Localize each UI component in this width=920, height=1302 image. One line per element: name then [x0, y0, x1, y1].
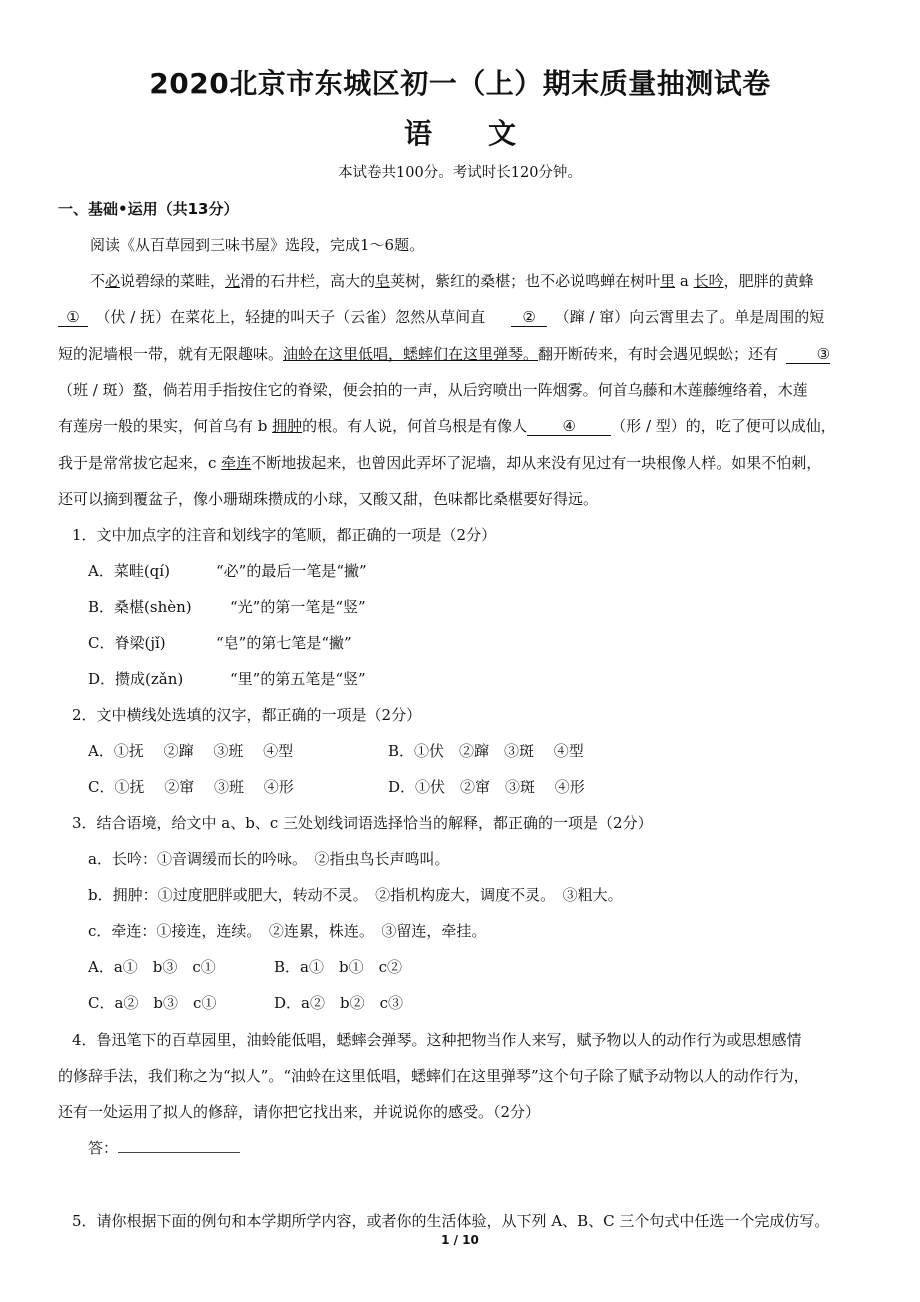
question-1-stem: 1．文中加点字的注音和划线字的笔顺，都正确的一项是（2分）	[72, 526, 497, 544]
exam-title: 2020北京市东城区初一（上）期末质量抽测试卷	[149, 67, 771, 100]
q3-option-d: D．a② b② c③	[274, 994, 403, 1012]
q2-option-a: A．①抚 ②蹿 ③班 ④型	[88, 742, 294, 760]
blank-2: ②	[511, 308, 547, 327]
q1-option-b: B．桑椹(shèn) “光”的第一笔是“竖”	[88, 598, 366, 616]
q3-option-a: A．a① b③ c①	[88, 958, 216, 976]
q2-option-b: B．①伏 ②蹿 ③斑 ④型	[388, 742, 584, 760]
passage-line-5: 有莲房一般的果实，何首乌有 b 拥肿的根。有人说，何首乌根是有像人 ④ （形 / 型）的，吃了便可以成仙，	[58, 417, 836, 435]
passage-line-6: 我于是常常拔它起来，c 牵连不断地拔起来，也曾因此弄坏了泥墙，却从来没有见过有一块根像人样。如果不怕刺，	[58, 454, 822, 472]
subject-char-1: 语	[403, 117, 432, 150]
section-heading: 一、基础•运用（共13分）	[58, 200, 239, 218]
question-2-stem: 2．文中横线处选填的汉字，都正确的一项是（2分）	[72, 706, 422, 724]
passage-line-1: 不必说碧绿的菜畦，光滑的石井栏，高大的皂荚树，紫红的桑椹；也不必说鸣蝉在树叶里 a 长吟，肥胖的黄蜂	[90, 272, 814, 290]
question-4-line-3: 还有一处运用了拟人的修辞，请你把它找出来，并说说你的感受。（2分）	[58, 1103, 541, 1121]
q3-item-b: b．拥肿：①过度肥胖或肥大，转动不灵。 ②指机构庞大，调度不灵。 ③粗大。	[88, 886, 623, 904]
q3-item-a: a．长吟：①音调缓而长的吟咏。 ②指虫鸟长声鸣叫。	[88, 850, 450, 868]
blank-3: ③	[786, 345, 830, 364]
q3-option-c: C．a② b③ c①	[88, 994, 217, 1012]
passage-line-3: 短的泥墙根一带，就有无限趣味。油蛉在这里低唱，蟋蟀们在这里弹琴。翻开断砖来，有时会遇见蜈蚣；还有 ③	[58, 345, 831, 363]
subject-char-2: 文	[488, 117, 517, 150]
passage-line-4: （班 / 斑）蝥，倘若用手指按住它的脊梁，便会拍的一声，从后窍喷出一阵烟雾。何首乌藤和木莲藤缠络着，木莲	[58, 381, 808, 399]
reading-intro: 阅读《从百草园到三味书屋》选段，完成1～6题。	[90, 236, 425, 254]
blank-1: ①	[58, 308, 88, 327]
exam-note: 本试卷共100分。考试时长120分钟。	[338, 165, 582, 181]
passage-line-7: 还可以摘到覆盆子，像小珊瑚珠攒成的小球，又酸又甜，色味都比桑椹要好得远。	[58, 490, 599, 508]
q1-option-d: D．攒成(zǎn) “里”的第五笔是“竖”	[88, 670, 366, 688]
q2-option-d: D．①伏 ②窜 ③斑 ④形	[388, 778, 585, 796]
q3-option-b: B．a① b① c②	[274, 958, 402, 976]
question-4-line-2: 的修辞手法，我们称之为“拟人”。“油蛉在这里低唱，蟋蟀们在这里弹琴”这个句子除了赋予动物以人的动作行为，	[58, 1067, 809, 1085]
subject-title	[0, 112, 920, 152]
page-number: 1 / 10	[441, 1233, 479, 1247]
question-5-stem: 5．请你根据下面的例句和本学期所学内容，或者你的生活体验，从下列 A、B、C 三个句式中任选一个完成仿写。	[72, 1212, 830, 1230]
q1-option-a: A．菜畦(qí) “必”的最后一笔是“撇”	[88, 562, 367, 580]
blank-4: ④	[527, 417, 611, 436]
answer-line[interactable]	[118, 1140, 240, 1153]
question-3-stem: 3．结合语境，给文中 a、b、c 三处划线词语选择恰当的解释，都正确的一项是（2分）	[72, 814, 653, 832]
passage-line-2: ① （伏 / 抚）在菜花上，轻捷的叫天子（云雀）忽然从草间直 ② （蹿 / 窜）向云霄里去了。单是周围的短	[58, 306, 824, 327]
question-4-line-1: 4．鲁迅笔下的百草园里，油蛉能低唱，蟋蟀会弹琴。这种把物当作人来写，赋予物以人的动作行为或思想感情	[72, 1031, 802, 1049]
q2-option-c: C．①抚 ②窜 ③班 ④形	[88, 778, 294, 796]
q1-option-c: C．脊梁(jǐ) “皂”的第七笔是“撇”	[88, 634, 352, 652]
q4-answer: 答：	[88, 1137, 240, 1158]
q3-item-c: c．牵连：①接连，连续。 ②连累，株连。 ③留连，牵挂。	[88, 922, 487, 940]
